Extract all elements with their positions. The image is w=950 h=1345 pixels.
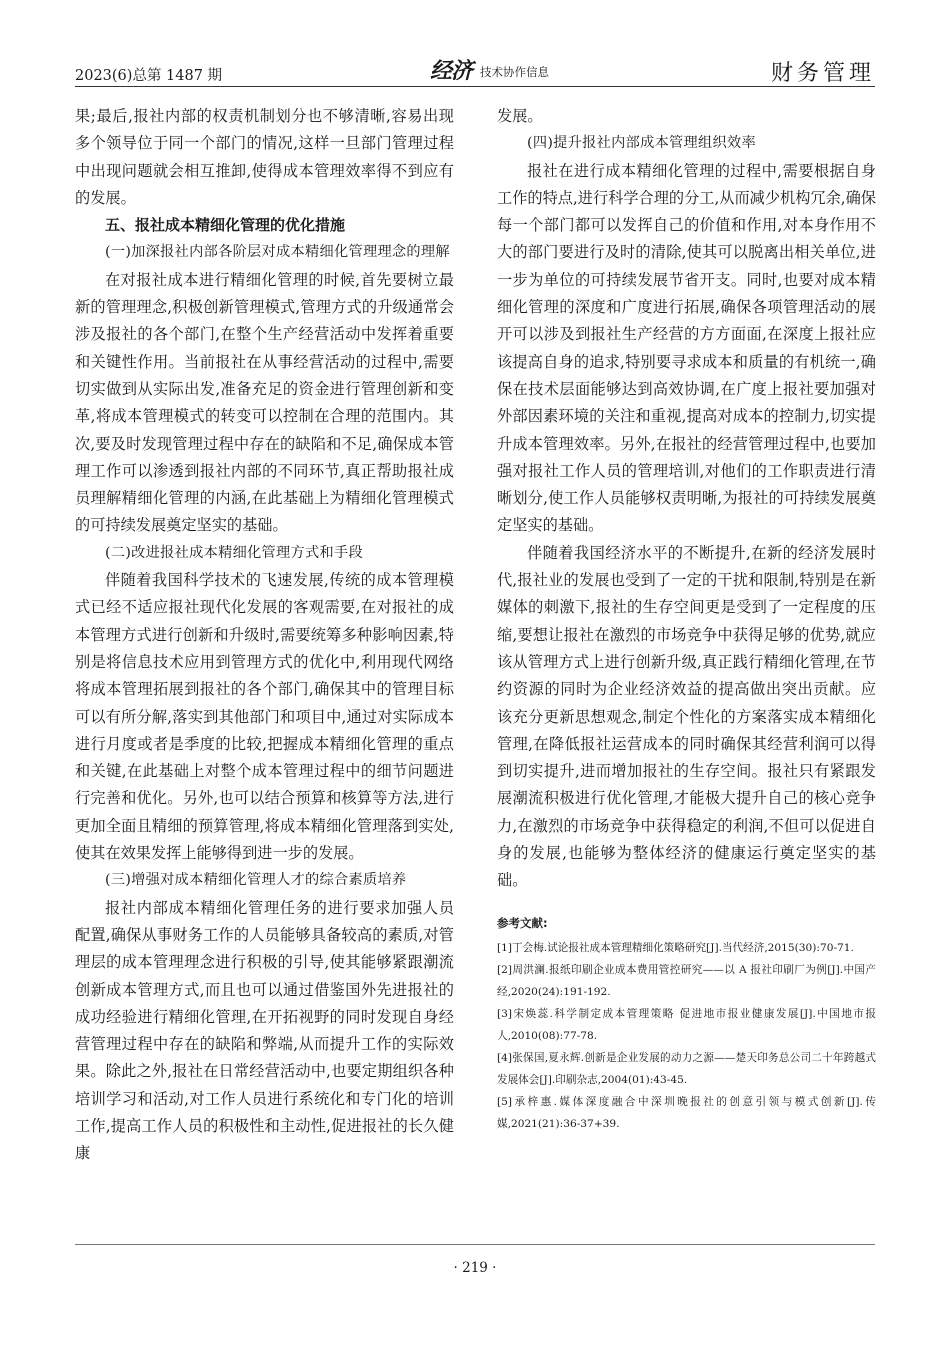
subsection-heading: (二)改进报社成本精细化管理方式和手段 <box>105 544 363 561</box>
reference-item: [2]周洪澜.报纸印刷企业成本费用管控研究——以 A 报社印刷厂为例[J].中国产经,2020(24):191-192. <box>497 963 876 998</box>
right-column <box>497 103 876 1135</box>
subsection-heading: (三)增强对成本精细化管理人才的综合素质培养 <box>105 872 407 889</box>
section-title: 财务管理 <box>770 61 875 86</box>
references-title: 参考文献: <box>497 915 548 930</box>
paragraph: 果;最后,报社内部的权责机制划分也不够清晰,容易出现多个领导位于同一个部门的情况,这样一旦部门管理过程中出现问题就会相互推卸,使得成本管理效率得不到应有的发展。 <box>75 107 454 207</box>
paragraph: 报社在进行成本精细化管理的过程中,需要根据自身工作的特点,进行科学合理的分工,从而减少机构冗余,确保每一个部门都可以发挥自己的价值和作用,对本身作用不大的部门要进行及时的清除,使其可以脱离出相关单位,进一步为单位的可持续发展节省开支。同时,也要对成本精细化管理的深度和广度进行拓展,确保各项管理活动的展开可以涉及到报社生产经营的方方面面,在深度上报社应该提高自身的追求,特别要寻求成本和质量的有机统一,确保在技术层面能够达到高效协调,在广度上报社要加强对外部因素环境的关注和重视,提高对成本的控制力,切实提升成本管理效率。另外,在报社的经营管理过程中,也要加强对报社工作人员的管理培训,对他们的工作职责进行清晰划分,使工作人员能够权责明晰,为报社的可持续发展奠定坚实的基础。 <box>497 161 876 535</box>
subsection-heading: (一)加深报社内部各阶层对成本精细化管理理念的理解 <box>105 244 450 261</box>
paragraph: 在对报社成本进行精细化管理的时候,首先要树立最新的管理理念,积极创新管理模式,管理方式的升级通常会涉及报社的各个部门,在整个生产经营活动中发挥着重要和关键性作用。当前报社在从事经营活动的过程中,需要切实做到从实际出发,准备充足的资金进行管理创新和变革,将成本管理模式的转变可以控制在合理的范围内。其次,要及时发现管理过程中存在的缺陷和不足,确保成本管理工作可以渗透到报社内部的不同环节,真正帮助报社成员理解精细化管理的内涵,在此基础上为精细化管理模式的可持续发展奠定坚实的基础。 <box>75 270 454 535</box>
journal-subtitle: 技术协作信息 <box>480 65 549 79</box>
reference-item: [1]丁会梅.试论报社成本管理精细化策略研究[J].当代经济,2015(30):70-71. <box>497 941 854 954</box>
left-column <box>75 103 454 1168</box>
page-header <box>75 52 875 86</box>
paragraph: 发展。 <box>497 107 543 125</box>
reference-item: [3]宋焕蕊.科学制定成本管理策略 促进地市报业健康发展[J].中国地市报人,2010(08):77-78. <box>497 1007 876 1042</box>
journal-logo: 经济 <box>430 58 473 84</box>
footer-rule <box>75 1244 875 1245</box>
page-number: · 219 · <box>453 1260 497 1276</box>
issue-label: 2023(6)总第 1487 期 <box>75 68 223 84</box>
subsection-heading: (四)提升报社内部成本管理组织效率 <box>527 135 756 152</box>
paragraph: 伴随着我国经济水平的不断提升,在新的经济发展时代,报社业的发展也受到了一定的干扰和限制,特别是在新媒体的刺激下,报社的生存空间更是受到了一定程度的压缩,要想让报社在激烈的市场竞争中获得足够的优势,就应该从管理方式上进行创新升级,真正践行精细化管理,在节约资源的同时为企业经济效益的提高做出突出贡献。应该充分更新思想观念,制定个性化的方案落实成本精细化管理,在降低报社运营成本的同时确保其经营利润可以得到切实提升,进而增加报社的生存空间。报社只有紧跟发展潮流积极进行优化管理,才能极大提升自己的核心竞争力,在激烈的市场竞争中获得稳定的利润,不但可以促进自身的发展,也能够为整体经济的健康运行奠定坚实的基础。 <box>497 543 876 890</box>
section-heading: 五、报社成本精细化管理的优化措施 <box>105 216 346 235</box>
header-rule <box>75 86 875 87</box>
reference-item: [4]张保国,夏永辉.创新是企业发展的动力之源——楚天印务总公司二十年跨越式发展体会[J].印刷杂志,2004(01):43-45. <box>497 1051 876 1086</box>
paragraph: 报社内部成本精细化管理任务的进行要求加强人员配置,确保从事财务工作的人员能够具备较高的素质,对管理层的成本管理理念进行积极的引导,使其能够紧跟潮流创新成本管理方式,而且也可以通过借鉴国外先进报社的成功经验进行精细化管理,在开拓视野的同时发现自身经营管理过程中存在的缺陷和弊端,从而提升工作的实际效果。除此之外,报社在日常经营活动中,也要定期组织各种培训学习和活动,对工作人员进行系统化和专门化的培训工作,提高工作人员的积极性和主动性,促进报社的长久健康 <box>75 898 454 1163</box>
reference-item: [5]承梓惠.媒体深度融合中深圳晚报社的创意引领与模式创新[J].传媒,2021(21):36-37+39. <box>497 1095 876 1130</box>
paragraph: 伴随着我国科学技术的飞速发展,传统的成本管理模式已经不适应报社现代化发展的客观需要,在对报社的成本管理方式进行创新和升级时,需要统筹多种影响因素,特别是将信息技术应用到管理方式的优化中,利用现代网络将成本管理拓展到报社的各个部门,确保其中的管理目标可以有所分解,落实到其他部门和项目中,通过对实际成本进行月度或者是季度的比较,把握成本精细化管理的重点和关键,在此基础上对整个成本管理过程中的细节问题进行完善和优化。另外,也可以结合预算和核算等方法,进行更加全面且精细的预算管理,将成本精细化管理落到实处,使其在效果发挥上能够得到进一步的发展。 <box>75 571 454 863</box>
